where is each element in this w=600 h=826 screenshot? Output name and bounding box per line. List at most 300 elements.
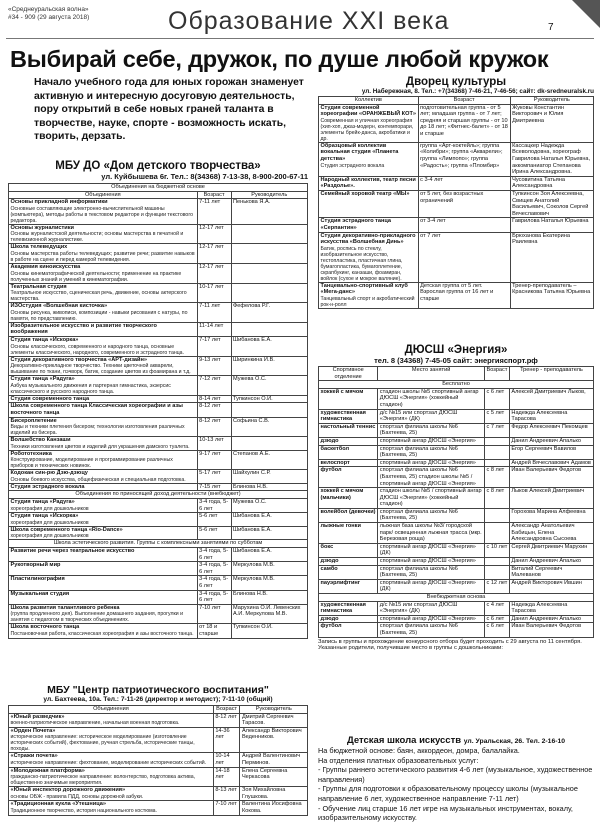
entry-name: хоккей с мячом (мальчики) — [320, 488, 364, 501]
table-row — [9, 526, 308, 540]
name-cell — [9, 483, 198, 491]
art-line: - Группы для подготовки к образовательному процессу школы (музыкальное направление 6 лет, художественное направление 7-11 лет) — [318, 784, 578, 803]
newspaper-name: «Среднеуральская волна» — [8, 6, 89, 13]
entry-name: «Юный разведчик» — [10, 713, 65, 720]
table-row — [9, 767, 308, 787]
teacher-cell — [231, 437, 307, 451]
sport-name-cell — [319, 409, 378, 423]
name-cell — [9, 376, 198, 396]
entry-name: Студия эстрадного вокала — [10, 483, 85, 490]
page-number: 7 — [548, 22, 554, 33]
teacher-cell: Шибанова Е.А. — [231, 526, 307, 540]
table-row — [9, 548, 308, 562]
column-header: Объединения — [9, 191, 198, 199]
sport-name-cell — [319, 558, 378, 566]
table-row — [9, 356, 308, 376]
column-header: Руководитель — [240, 706, 308, 714]
coach-cell: Надежда Алексеевна Тарасова — [509, 601, 593, 615]
age-cell — [484, 565, 509, 579]
name-cell — [9, 604, 198, 624]
table-row — [9, 199, 308, 225]
teacher-cell: Мужева О.С. — [231, 499, 307, 513]
header-row — [9, 191, 308, 199]
entry-name: Школа современного танца Классическая хореографии и азы восточного танца — [10, 403, 183, 416]
header-row — [319, 97, 594, 105]
entry-name: футбол — [320, 623, 342, 630]
issue-info: #34 - 909 (29 августа 2018) — [8, 14, 90, 21]
coach-cell: Сергей Дмитриевич Марухин — [509, 543, 593, 557]
entry-description: хореография для дошкольников — [10, 505, 89, 512]
age-cell: 7-15 лет — [197, 483, 231, 491]
age-cell: с 10 лет — [484, 543, 509, 557]
teacher-cell: Дмитрий Сергеевич Тарасов. — [240, 713, 308, 727]
section-label: Бесплатно — [319, 381, 594, 389]
age-cell: с 4 лет — [484, 601, 509, 615]
table-row — [9, 336, 308, 356]
header-row — [9, 706, 308, 714]
place-cell: стадион школы №5 спортивный ангар ДЮСШ «Энергия» (хоккейный стадион) — [378, 388, 485, 409]
teacher-cell: Тупкинсон Зоя Алексеевна, Свищев Анатолий Васильевич, Соколов Сергей Вячеславович — [510, 190, 593, 217]
age-cell: группа «Арт-коктейль»; группа «Колибри»; группа «Акварели»; группа «Лимпопо»; группа «Радость»; группа «Пломбир» — [418, 142, 510, 176]
coach-cell: Данил Андреевич Апалько — [509, 437, 593, 445]
patriot-address: ул. Бахтеева, 10а. Тел.: 7-11-26 (директор и методист); 7-11-10 (общий) — [43, 696, 273, 703]
entry-description: историческое направление: фехтование, моделирование исторических событий. — [10, 759, 207, 766]
table-row — [9, 576, 308, 590]
sport-name-cell — [319, 623, 378, 637]
age-cell: с 6 лет — [484, 623, 509, 637]
sport-name-cell — [319, 543, 378, 557]
entry-name: лыжные гонки — [320, 523, 361, 530]
sport-name-cell — [319, 437, 378, 445]
coach-cell: Алексей Дмитриевич Лыков, — [509, 388, 593, 409]
entry-description: Азбука музыкального движения и партерная гимнастика, экзерсис классического и русского народного танца. — [10, 382, 171, 395]
table-row — [319, 190, 594, 217]
art-school-title: Детская школа искусств — [346, 735, 462, 746]
age-cell — [484, 437, 509, 445]
age-cell: 3-4 года, 5-6 лет — [197, 548, 231, 562]
age-cell: с 6 лет — [484, 388, 509, 409]
age-cell: от 5 лет, без возрастных ограничений — [418, 190, 510, 217]
table-row — [319, 104, 594, 142]
table-row — [319, 459, 594, 467]
entry-name: «Орден Почета» — [10, 727, 56, 734]
age-cell: 14-36 лет — [213, 727, 240, 753]
art-school-header — [318, 735, 594, 746]
entry-description: Основы классического, современного и народного танца, основные элементы классического, народного, современного и эстрадного танца. — [10, 343, 185, 356]
table-row — [319, 523, 594, 544]
art-school-text — [318, 746, 594, 823]
age-cell: 10-14 лет — [213, 753, 240, 767]
age-cell — [484, 558, 509, 566]
entry-name: Студия декоративно-прикладного искусства «Волшебная Динь» — [320, 232, 416, 246]
sport-name-cell — [319, 423, 378, 437]
entry-name: Народный коллектив, театр песни «Раздолье». — [320, 176, 416, 190]
table-row — [9, 727, 308, 753]
teacher-cell: Тренер-преподаватель – Красникова Татьяна Юрьевна — [510, 282, 593, 308]
entry-name: Студия декоративного творчества «АРТ-дизайн» — [10, 356, 147, 363]
name-cell — [9, 244, 198, 264]
header-row — [319, 367, 594, 381]
entry-name: Студия танца «Радуга» — [10, 376, 75, 383]
table-row — [9, 787, 308, 801]
section-row — [9, 184, 308, 192]
entry-name: Музыкальная студия — [10, 590, 70, 597]
header-divider — [6, 38, 594, 39]
entry-description: Основы рисунка, живописи, композиции - навыки рисования с натуры, по памяти, по представлению. — [10, 309, 188, 322]
table-row — [319, 409, 594, 423]
entry-name: Театральная студия — [10, 283, 67, 290]
teacher-cell — [231, 263, 307, 283]
entry-description: Основы журналистской деятельности; основы мастерства в печатной и телевизионной журналистике. — [10, 231, 184, 244]
age-cell: 3-4 года, 5-6 лет — [197, 576, 231, 590]
teacher-cell: Брюханова Екатерина Раилевна — [510, 232, 593, 282]
name-cell — [9, 499, 198, 513]
table-row — [9, 376, 308, 396]
column-header: Коллектив — [319, 97, 419, 105]
coach-cell: Надежда Алексеевна Тарасова — [509, 409, 593, 423]
entry-name: Кодокан син-рю Дзю-дзюцу — [10, 470, 88, 477]
name-cell — [9, 470, 198, 484]
headline: Выбирай себе, дружок, по душе любой кружок — [10, 46, 549, 72]
age-cell: 3-4 года, 5-6 лет — [197, 499, 231, 513]
teacher-cell: Фефелова Р.Г. — [231, 303, 307, 323]
name-cell — [9, 322, 198, 336]
name-cell — [319, 282, 419, 308]
section-label: Объединения на бюджетной основе — [9, 184, 308, 192]
teacher-cell: Чусовитина Татьяна Александровна — [510, 176, 593, 190]
entry-name: «Традиционная кукла «Утешница» — [10, 801, 106, 808]
entry-name: настольный теннис — [320, 423, 376, 430]
teacher-cell: Пенькова Я.А. — [231, 199, 307, 225]
age-cell: 8-14 лет — [197, 395, 231, 403]
entry-name: Семейный хоровой театр «МЫ» — [320, 190, 410, 197]
coach-cell: Данил Андреевич Апалько — [509, 615, 593, 623]
age-cell: 7-17 лет — [197, 336, 231, 356]
table-row — [319, 176, 594, 190]
entry-name: «Молодежная платформа» — [10, 767, 85, 774]
teacher-cell: Александр Викторович Веденников. — [240, 727, 308, 753]
age-cell: 8-12 лет — [197, 417, 231, 437]
sport-name-cell — [319, 523, 378, 544]
coach-cell: Горохова Марина Алфеевна — [509, 508, 593, 522]
age-cell — [484, 445, 509, 459]
teacher-cell: Валентина Иосифовна Кокова. — [240, 801, 308, 815]
age-cell: 12-17 лет — [197, 244, 231, 264]
entry-description: гражданско-патриотическое направление: волонтерство, подготовка актива, общественно значимые мероприятия. — [10, 774, 196, 787]
column-header: Спортивное отделение — [319, 367, 378, 381]
age-cell: с 8 лет — [484, 467, 509, 488]
table-row — [319, 282, 594, 308]
art-line: - Обучение лиц старше 16 лет игре на музыкальных инструментах, вокалу, изобразительному искусству. — [318, 803, 573, 823]
age-cell: с 3-4 лет — [418, 176, 510, 190]
entry-name: футбол — [320, 467, 342, 474]
name-cell — [9, 713, 214, 727]
age-cell: 7-10 лет — [213, 801, 240, 815]
dk-table — [318, 96, 594, 309]
patriot-title: МБУ "Центр патриотического воспитания" — [47, 684, 269, 696]
age-cell: с 5 лет — [484, 409, 509, 423]
age-cell — [484, 508, 509, 522]
table-row — [319, 508, 594, 522]
entry-description: хореография для дошкольников — [10, 519, 89, 526]
name-cell — [9, 417, 198, 437]
entry-name: Школа современного танца «Rio-Dance» — [10, 526, 123, 533]
entry-name: дзюдо — [320, 437, 339, 444]
coach-cell: Андрей Викторович Ившин — [509, 579, 593, 593]
teacher-cell: Тупкинсон О.И. — [231, 624, 307, 638]
entry-description: основы ОБЖ - правила ПДД, основы дорожной азбуки. — [10, 793, 144, 800]
entry-name: «Стражи почета» — [10, 753, 58, 760]
section-title: Образование XXI века — [168, 7, 450, 35]
table-row — [319, 543, 594, 557]
name-cell — [9, 526, 198, 540]
age-cell: 5-17 лет — [197, 470, 231, 484]
entry-name: Студия танца «Искорка» — [10, 336, 79, 343]
column-header: Руководитель — [510, 97, 593, 105]
sport-name-cell — [319, 565, 378, 579]
entry-name: Пластилинография — [10, 576, 65, 583]
coach-cell: Андрей Вячеславович Адамов — [509, 459, 593, 467]
place-cell: лыжная база школы №3/ городской парк/ освещенная лыжная трасса (мкр. Березовая роща) — [378, 523, 485, 544]
sport-section — [318, 344, 594, 652]
name-cell — [9, 336, 198, 356]
entry-name: дзюдо — [320, 615, 339, 622]
teacher-cell: Меркулова М.В. — [231, 576, 307, 590]
age-cell — [484, 459, 509, 467]
entry-name: Студия современного танца — [10, 395, 90, 402]
entry-name: Рукотворный мир — [10, 562, 61, 569]
name-cell — [9, 576, 198, 590]
mbu-ddt-address: ул. Куйбышева 6г. Тел.: 8(34368) 7-13-38, 8-900-200-67-11 — [101, 172, 308, 181]
age-cell: от 18 и старше — [197, 624, 231, 638]
sport-name-cell — [319, 615, 378, 623]
table-row — [9, 483, 308, 491]
name-cell — [319, 190, 419, 217]
teacher-cell: Кассацкер Надежда Всеволодовна, хореограф Гаврилова Наталья Юрьевна, аккомпаниатор Степанова Ирина Александровна. — [510, 142, 593, 176]
sport-note: Запись в группы и прохождение конкурсного отбора будет проходить с 29 августа по 11 сентября. Указанные родители, получившие место в группы с дошкольниками: — [318, 638, 582, 652]
entry-name: Студия танца «Радуга» — [10, 499, 75, 506]
age-cell — [484, 523, 509, 544]
entry-name: Школа телеведущих — [10, 244, 68, 251]
place-cell: спортивный ангар ДЮСШ «Энергия» — [378, 558, 485, 566]
entry-name: «Юный инспектор дорожного движения» — [10, 787, 126, 794]
sport-name-cell — [319, 601, 378, 615]
age-cell: с 6 лет — [484, 615, 509, 623]
age-cell: 3-4 года, 5-6 лет — [197, 590, 231, 604]
table-row — [9, 224, 308, 244]
section-row — [9, 491, 308, 499]
entry-name: Волшебство Канзаши — [10, 437, 71, 444]
teacher-cell: Мужева О.С. — [231, 376, 307, 396]
name-cell — [9, 303, 198, 323]
table-row — [9, 303, 308, 323]
coach-cell: Лыков Алексей Дмитриевич — [509, 488, 593, 509]
table-row — [9, 562, 308, 576]
entry-description: Основы мастерства работы телеведущих; развитие речи; развитие навыков в работе на сцене и перед камерой телевидения. — [10, 250, 195, 263]
teacher-cell: Жуковы Константин Викторович и Юлия Дмитриевна — [510, 104, 593, 142]
table-row — [9, 604, 308, 624]
age-cell: 7-10 лет — [197, 604, 231, 624]
entry-description: хореография для дошкольников — [10, 533, 89, 540]
table-row — [9, 283, 308, 303]
section-row — [319, 594, 594, 602]
place-cell: спортивный ангар ДЮСШ «Энергия» — [378, 437, 485, 445]
coach-cell: Егор Сергеевич Вавилов — [509, 445, 593, 459]
teacher-cell — [231, 283, 307, 303]
place-cell: спортзал филиала школы №6 (Бахтеева, 25) — [378, 423, 485, 437]
teacher-cell: Гаврилова Наталья Юрьевна — [510, 218, 593, 232]
page-header — [0, 0, 600, 44]
table-row — [319, 579, 594, 593]
coach-cell: Александр Анатольевич Бабицын, Елена Александровна Сысоева — [509, 523, 593, 544]
name-cell — [9, 513, 198, 527]
teacher-cell: Блинова Н.В. — [231, 483, 307, 491]
sport-name-cell — [319, 488, 378, 509]
coach-cell: Федор Алексеевич Пекомцев — [509, 423, 593, 437]
patriot-center-section — [8, 684, 308, 816]
name-cell — [9, 403, 198, 417]
table-row — [9, 244, 308, 264]
age-cell: от 7 лет — [418, 232, 510, 282]
column-header: Возраст — [197, 191, 231, 199]
sport-name-cell — [319, 579, 378, 593]
teacher-cell: Шибанова Е.А. — [231, 548, 307, 562]
place-cell: спортивный ангар ДЮСШ «Энергия» — [378, 615, 485, 623]
place-cell: спортивный ангар ДЮСШ «Энергия» (ДК) — [378, 579, 485, 593]
teacher-cell: Тупкинсон О.И. — [231, 395, 307, 403]
teacher-cell: Степанов А.Е. — [231, 450, 307, 470]
table-row — [9, 470, 308, 484]
teacher-cell: Андрей Валентинович Перминов. — [240, 753, 308, 767]
entry-description: Современная и уличная хореография (хип-хоп, джаз-модерн, контемпорари, элементы брейк-данса, акробатики и др. — [320, 117, 414, 142]
table-row — [319, 423, 594, 437]
name-cell — [9, 801, 214, 815]
entry-name: дзюдо — [320, 558, 339, 565]
table-row — [9, 753, 308, 767]
column-header: Возраст — [418, 97, 510, 105]
age-cell: 11-14 лет — [197, 322, 231, 336]
name-cell — [319, 176, 419, 190]
place-cell: д/с №15 или спортзал ДЮСШ «Энергия» (ДК) — [378, 601, 485, 615]
table-row — [319, 623, 594, 637]
table-row — [9, 395, 308, 403]
art-line: На бюджетной основе: баян, аккордеон, домра, балалайка. — [318, 746, 520, 755]
entry-name: Основы журналистики — [10, 224, 74, 231]
entry-name: Основы прикладной информатики — [10, 199, 108, 206]
age-cell: 7-12 лет — [197, 376, 231, 396]
mbu-ddt-table — [8, 183, 308, 639]
teacher-cell: Меркулова М.В. — [231, 562, 307, 576]
teacher-cell — [231, 403, 307, 417]
entry-name: волейбол (девочки) — [320, 508, 376, 515]
table-row — [9, 624, 308, 638]
entry-description: Основы кинематографической деятельности; применение на практике полученных знаний и умений в кинематографии. — [10, 270, 182, 283]
teacher-cell: Софьина С.В. — [231, 417, 307, 437]
name-cell — [9, 224, 198, 244]
entry-name: Школа развития талантливого ребенка — [10, 604, 120, 611]
table-row — [9, 450, 308, 470]
entry-name: велоспорт — [320, 459, 350, 466]
name-cell — [9, 624, 198, 638]
entry-name: хоккей с мячом — [320, 388, 364, 395]
age-cell: 5-6 лет — [197, 526, 231, 540]
teacher-cell — [231, 224, 307, 244]
entry-description: Конструирование, моделирование и программирование различных приборов и технических новинок. — [10, 457, 173, 470]
section-row — [319, 381, 594, 389]
age-cell: 7-11 лет — [197, 199, 231, 225]
place-cell: спортзал филиала школы №6 (Бахтеева, 25) — [378, 445, 485, 459]
patriot-table — [8, 705, 308, 816]
table-row — [9, 590, 308, 604]
name-cell — [9, 787, 214, 801]
table-row — [319, 488, 594, 509]
age-cell: 10-17 лет — [197, 283, 231, 303]
age-cell: 9-13 лет — [197, 356, 231, 376]
table-row — [319, 467, 594, 488]
place-cell: стадион школы №5 / спортивный ангар ДЮСШ «Энергия» (хоккейный стадион) — [378, 488, 485, 509]
entry-description: Виды и техники плетения бисером; технологии изготовления различных изделий из бисера. — [10, 424, 185, 437]
name-cell — [9, 283, 198, 303]
entry-description: Основы боевого искусства, общефизическая и специальная подготовка. — [10, 476, 186, 483]
teacher-cell: Елена Сергеевна Черкасова — [240, 767, 308, 787]
coach-cell: Виталий Сергеевич Малеванов — [509, 565, 593, 579]
entry-description: военно-патриотическое направление, начальная военная подготовка. — [10, 720, 180, 727]
age-cell: с 12 лет — [484, 579, 509, 593]
section-label: Объединения по приносящей доход деятельности (внебюджет) — [9, 491, 308, 499]
table-row — [319, 437, 594, 445]
mbu-ddt-title: МБУ ДО «Дом детского творчества» — [55, 160, 261, 172]
name-cell — [9, 753, 214, 767]
sport-name-cell — [319, 459, 378, 467]
entry-name: ИЗОстудия «Волшебная кисточка» — [10, 303, 108, 310]
entry-description: Основные составляющие электронно-вычислительной машины (компьютера), методы работы в текстовом редакторе и функции текстового редактора. — [10, 205, 193, 224]
coach-cell: Иван Валерьевич Федотов — [509, 623, 593, 637]
art-school-address: ул. Уральская, 26. Тел. 2-16-10 — [463, 738, 566, 745]
table-row — [319, 142, 594, 176]
age-cell: 8-12 лет — [213, 713, 240, 727]
entry-name: Студия современной хореографии «ОРАНЖЕВЫЙ КОТ» — [320, 104, 416, 118]
age-cell: 12-17 лет — [197, 224, 231, 244]
section-row — [9, 540, 308, 548]
place-cell: спортзал филиала школы №6 (Бахтеева, 25) — [378, 623, 485, 637]
table-row — [9, 499, 308, 513]
name-cell — [9, 199, 198, 225]
column-header: Объединения — [9, 706, 214, 714]
age-cell: от 3-4 лет — [418, 218, 510, 232]
sport-name-cell — [319, 467, 378, 488]
name-cell — [9, 590, 198, 604]
entry-name: Изобразительное искусство и развитие творческого воображения — [10, 322, 157, 336]
table-row — [319, 232, 594, 282]
entry-name: Бисероплетение — [10, 417, 57, 424]
name-cell — [319, 142, 419, 176]
entry-description: Техники изготовления цветов и изделий для украшения дамского туалета. — [10, 443, 190, 450]
age-cell: с 7 лет — [484, 423, 509, 437]
table-row — [319, 445, 594, 459]
name-cell — [9, 263, 198, 283]
entry-description: Танцевальный спорт и акробатический рок-н-ролл — [320, 295, 415, 308]
sport-address: тел. 8 (34368) 7-45-05 сайт: энергияспорт.рф — [374, 356, 538, 365]
entry-description: Театральное искусство, сценическая речь, движение, основы актерского мастерства. — [10, 290, 187, 303]
sport-name-cell — [319, 388, 378, 409]
name-cell — [319, 218, 419, 232]
place-cell: спортивный ангар ДЮСШ «Энергия» (ДК) — [378, 543, 485, 557]
art-line: - Группы раннего эстетического развития 4-6 лет (музыкальное, художественное направления) — [318, 765, 593, 784]
column-header: Тренер - преподаватель — [509, 367, 593, 381]
dk-address: ул. Набережная, 8. Тел.: +7(34368) 7-46-21, 7-46-56; сайт: dk-sredneuralsk.ru — [361, 88, 594, 95]
sport-table — [318, 366, 594, 638]
name-cell — [9, 727, 214, 753]
